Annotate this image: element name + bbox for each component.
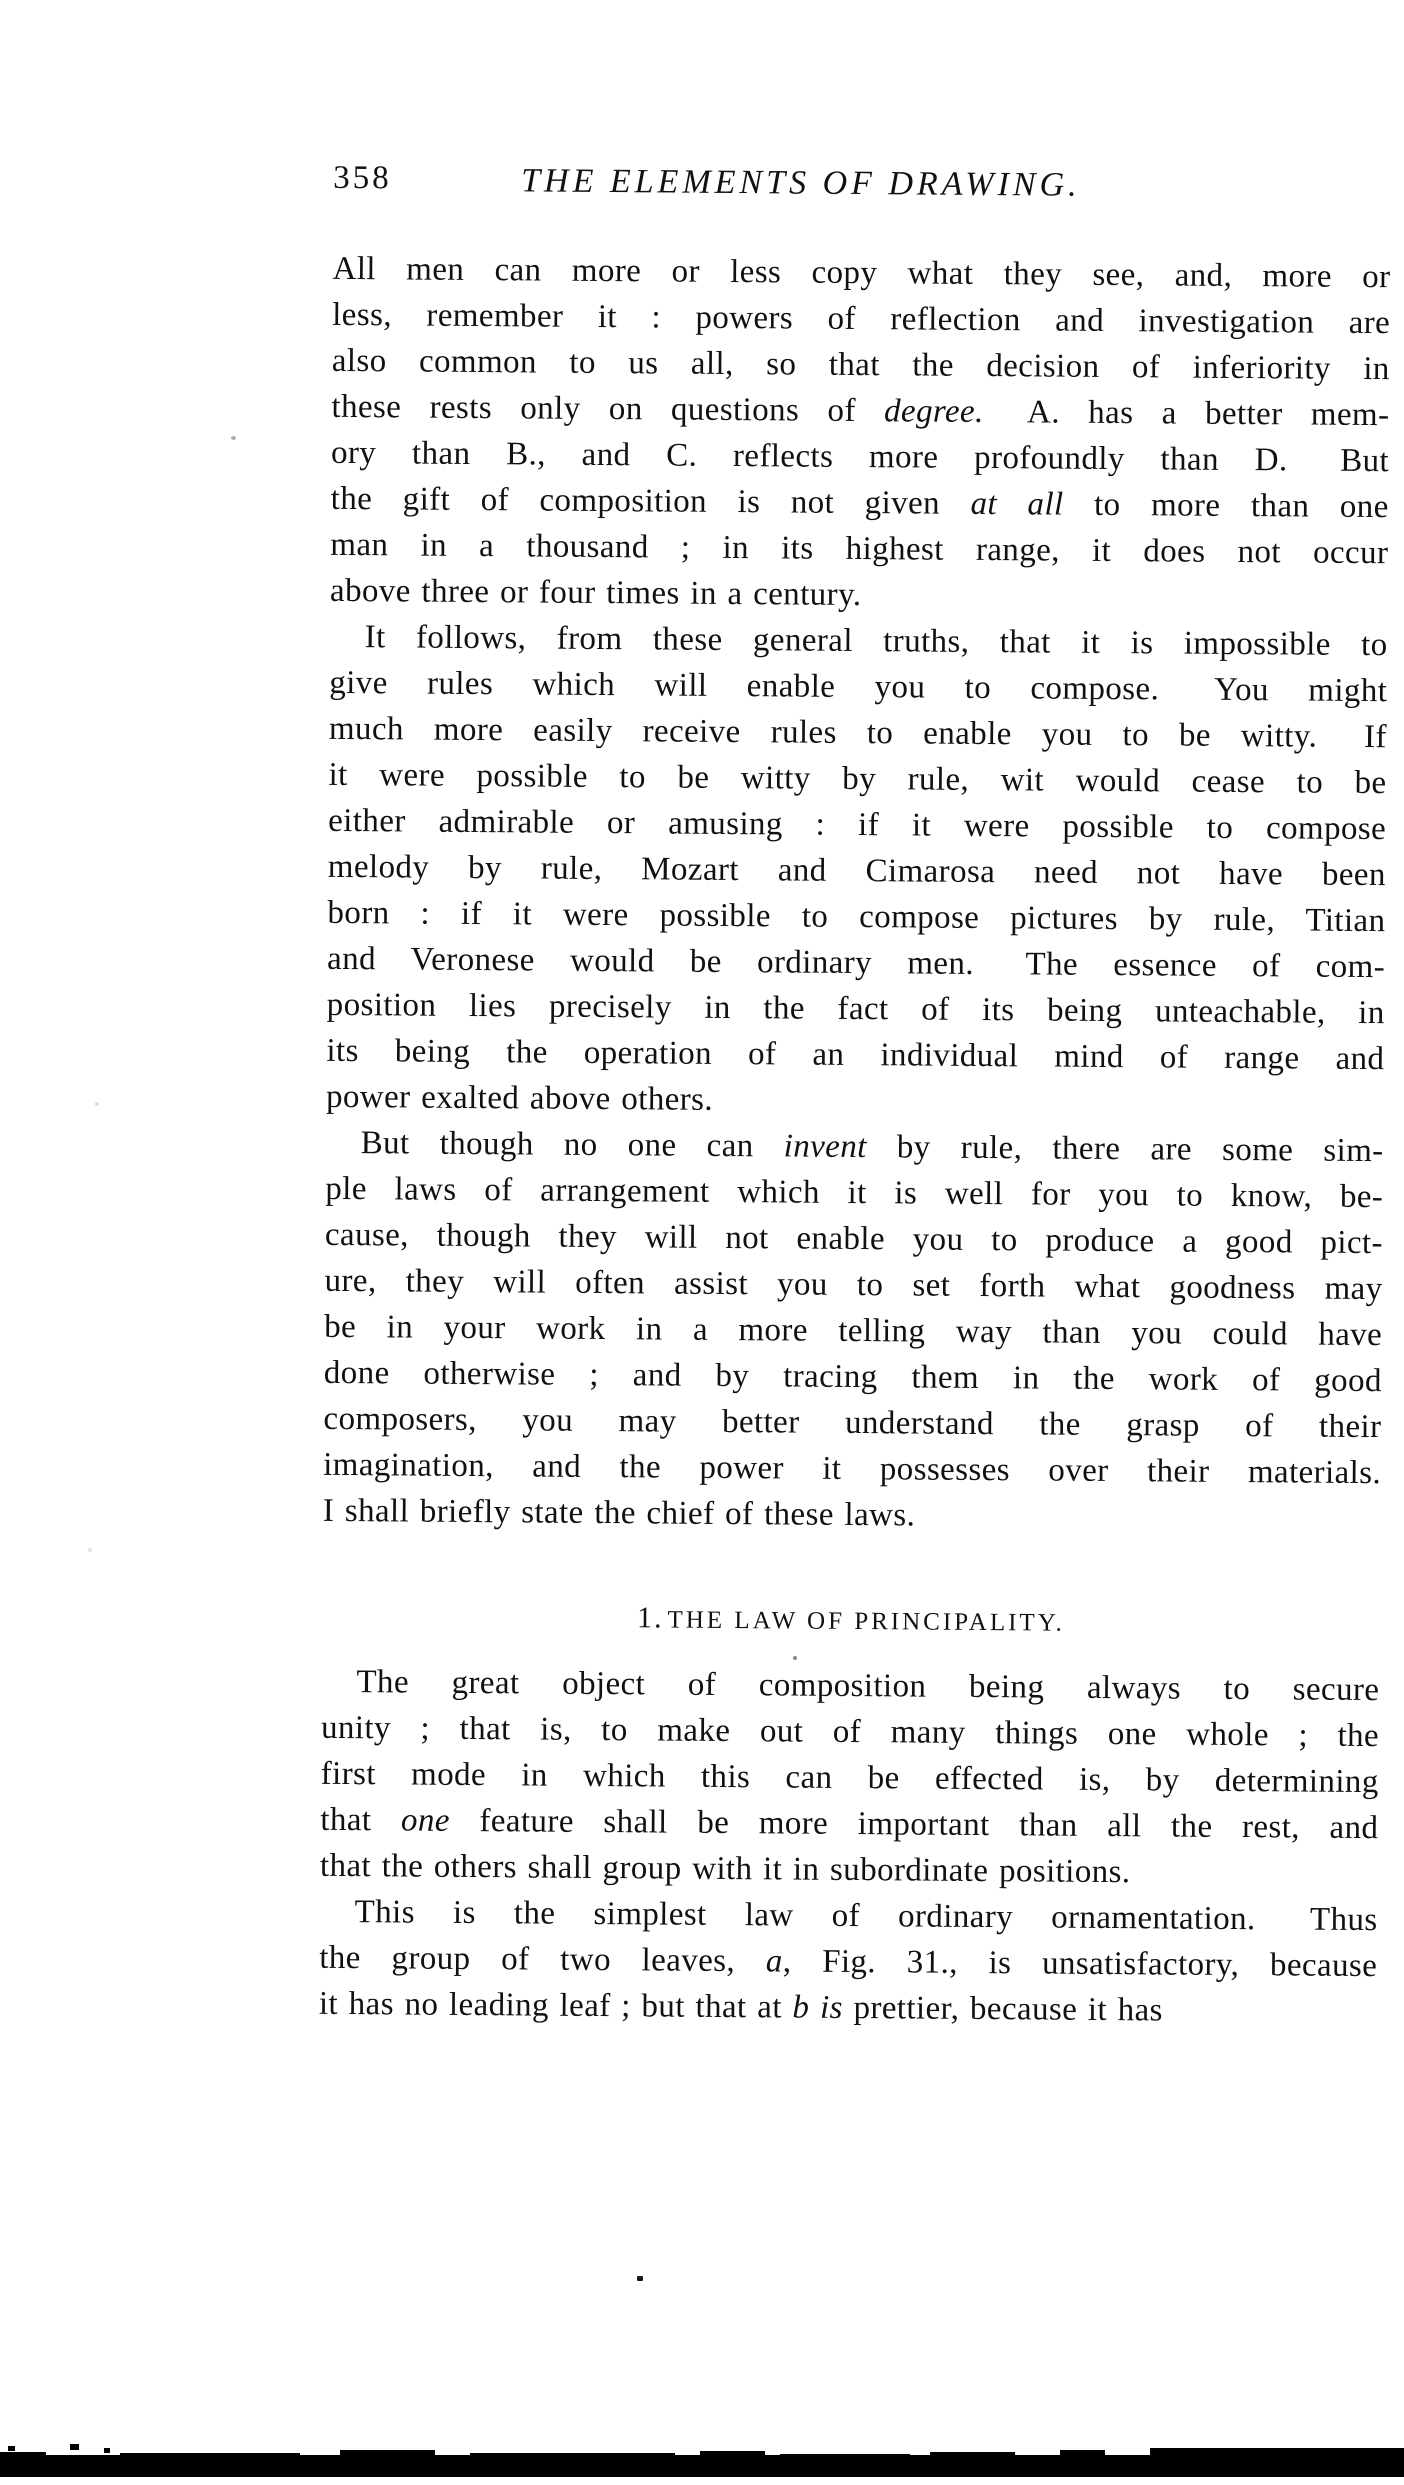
text-line xyxy=(327,936,1385,990)
text-segment: imagination, and the power it possesses over their materials. xyxy=(323,1446,1382,1492)
text-line xyxy=(328,752,1386,806)
text-line xyxy=(330,568,1388,622)
italic-text: b is xyxy=(792,1989,844,2026)
text-line xyxy=(324,1350,1382,1404)
text-segment: unity ; that is, to make out of many things one whole ; the xyxy=(320,1709,1380,1755)
scan-speck xyxy=(95,1102,99,1106)
text-segment: either admirable or amusing : if it were possible to compose xyxy=(328,802,1387,848)
text-segment: ple laws of arrangement which it is well for you to know, be- xyxy=(325,1170,1384,1216)
page-edge-artifact xyxy=(8,2446,15,2451)
paragraphs-after-heading xyxy=(319,1659,1380,2035)
text-segment: cause, though they will not enable you to produce a good pict- xyxy=(324,1216,1384,1262)
text-segment: that xyxy=(320,1801,402,1839)
text-segment: All men can more or less copy what they see, and, more or xyxy=(332,250,1391,296)
text-line xyxy=(332,246,1390,300)
paragraph xyxy=(320,1659,1380,1897)
italic-text: at all xyxy=(970,485,1064,523)
scan-speck xyxy=(88,1548,92,1552)
text-segment: much more easily receive rules to enable you to be witty. If xyxy=(328,710,1388,756)
text-segment: prettier, because it has xyxy=(842,1989,1163,2029)
text-segment: to more than one xyxy=(1063,486,1389,526)
body-text xyxy=(319,246,1391,2035)
text-line xyxy=(319,1935,1377,1989)
text-segment: less, remember it : powers of reflection and investigation are xyxy=(332,296,1391,342)
italic-text: invent xyxy=(783,1128,867,1166)
text-line xyxy=(331,430,1389,484)
text-segment: these rests only on questions of xyxy=(331,388,885,430)
text-line xyxy=(320,1797,1378,1851)
text-line xyxy=(321,1705,1379,1759)
text-segment: But though no one can xyxy=(360,1125,784,1165)
text-line xyxy=(319,1981,1377,2035)
text-segment: A. has a better mem- xyxy=(983,393,1390,434)
text-line xyxy=(320,1843,1378,1897)
text-segment: , Fig. 31., is unsatisfactory, because xyxy=(782,1943,1378,1985)
italic-text: degree. xyxy=(883,393,984,430)
text-line xyxy=(321,1751,1379,1805)
paragraph xyxy=(326,614,1388,1128)
text-segment: the gift of composition is not given xyxy=(330,480,971,522)
text-segment: melody by rule, Mozart and Cimarosa need not have been xyxy=(327,848,1386,894)
text-segment: feature shall be more important than all the rest, and xyxy=(449,1802,1379,1847)
text-line xyxy=(326,1074,1384,1128)
page-edge-artifact xyxy=(104,2448,110,2453)
text-line xyxy=(323,1488,1381,1542)
scan-speck xyxy=(793,1656,797,1660)
text-line xyxy=(329,706,1387,760)
text-line xyxy=(321,1659,1379,1713)
text-line xyxy=(328,844,1386,898)
text-line xyxy=(326,1028,1384,1082)
text-line xyxy=(324,1258,1382,1312)
text-segment: This is the simplest law of ordinary ornamentation. Thus xyxy=(354,1894,1378,1939)
text-segment: ure, they will often assist you to set forth what goodness may xyxy=(324,1262,1383,1308)
text-segment: born : if it were possible to compose pictures by rule, Titian xyxy=(327,894,1386,940)
text-segment: its being the operation of an individual mind of range and xyxy=(326,1032,1385,1078)
text-segment: it has no leading leaf ; but that at xyxy=(318,1985,793,2026)
text-segment: first mode in which this can be effected is, by determining xyxy=(320,1755,1379,1801)
italic-text: one xyxy=(400,1802,451,1839)
text-line xyxy=(329,660,1387,714)
text-segment: position lies precisely in the fact of its being unteachable, in xyxy=(326,986,1385,1032)
text-line xyxy=(324,1304,1382,1358)
bottom-scan-bar xyxy=(0,2455,1404,2477)
scan-speck xyxy=(231,436,236,440)
text-segment: be in your work in a more telling way than you could have xyxy=(324,1308,1383,1354)
text-segment: above three or four times in a century. xyxy=(329,572,862,614)
page-edge-artifact xyxy=(70,2444,79,2450)
text-segment: power exalted above others. xyxy=(325,1078,714,1118)
text-segment: I shall briefly state the chief of these laws. xyxy=(322,1492,916,1534)
text-line xyxy=(331,476,1389,530)
italic-text: a xyxy=(765,1943,783,1980)
text-line xyxy=(325,1212,1383,1266)
scan-speck xyxy=(637,2276,643,2281)
paragraphs-before-heading xyxy=(323,246,1391,1542)
text-segment: it were possible to be witty by rule, wit would cease to be xyxy=(328,756,1387,802)
text-segment: The great object of composition being always to secure xyxy=(356,1664,1380,1709)
text-line xyxy=(323,1442,1381,1496)
section-heading xyxy=(322,1596,1380,1644)
text-line xyxy=(319,1889,1377,1943)
paragraph xyxy=(330,246,1391,622)
text-segment: It follows, from these general truths, that it is impossible to xyxy=(364,619,1388,664)
paragraph xyxy=(319,1889,1378,2035)
text-line xyxy=(325,1166,1383,1220)
text-line xyxy=(331,384,1389,438)
section-title: THE LAW OF PRINCIPALITY. xyxy=(667,1606,1065,1637)
text-line xyxy=(329,614,1387,668)
text-segment: the group of two leaves, xyxy=(319,1939,767,1980)
section-number: 1. xyxy=(636,1601,664,1635)
page-number: 358 xyxy=(333,159,392,197)
text-segment: that the others shall group with it in subordinate positions. xyxy=(319,1847,1131,1891)
text-line xyxy=(325,1120,1383,1174)
text-segment: by rule, there are some sim- xyxy=(866,1129,1384,1170)
text-segment: ory than B., and C. reflects more profoundly than D. But xyxy=(330,434,1390,480)
text-line xyxy=(330,522,1388,576)
text-segment: and Veronese would be ordinary men. The essence of com- xyxy=(326,940,1386,986)
paragraph xyxy=(323,1120,1384,1542)
text-segment: man in a thousand ; in its highest range, it does not occur xyxy=(330,526,1389,572)
text-line xyxy=(328,798,1386,852)
text-line xyxy=(327,890,1385,944)
text-line xyxy=(327,982,1385,1036)
text-segment: composers, you may better understand the grasp of their xyxy=(323,1400,1382,1446)
running-title: THE ELEMENTS OF DRAWING. xyxy=(521,162,1081,204)
text-line xyxy=(332,292,1390,346)
text-line xyxy=(332,338,1390,392)
text-segment: give rules which will enable you to compose. You might xyxy=(329,664,1388,710)
text-line xyxy=(323,1396,1381,1450)
text-segment: also common to us all, so that the decision of inferiority in xyxy=(331,342,1390,388)
text-segment: done otherwise ; and by tracing them in the work of good xyxy=(323,1354,1382,1400)
